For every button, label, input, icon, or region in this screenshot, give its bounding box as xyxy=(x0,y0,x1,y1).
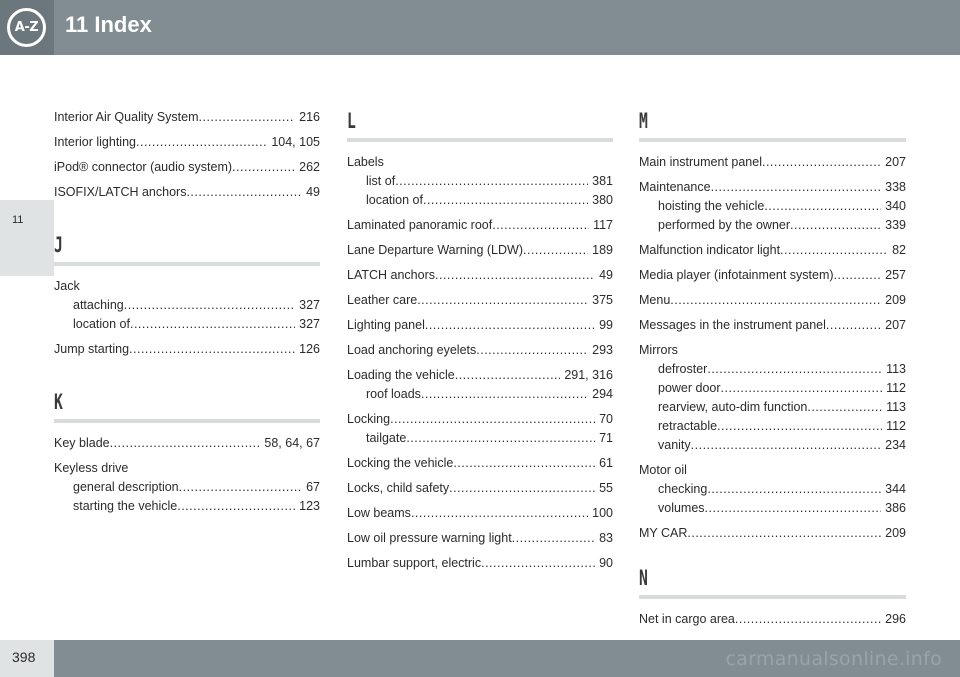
section-l xyxy=(347,108,613,573)
index-entry[interactable]: Maintenance ..... 338 xyxy=(639,178,906,197)
index-subentry[interactable]: tailgate ..... 71 xyxy=(347,429,613,448)
index-subentry[interactable]: general description ..... 67 xyxy=(54,478,320,497)
index-entry[interactable]: Low beams ..... 100 xyxy=(347,504,613,523)
index-entry[interactable]: Leather care ..... 375 xyxy=(347,291,613,310)
index-entry-head: Labels xyxy=(347,155,384,169)
index-entry[interactable]: Interior lighting ..... 104, 105 xyxy=(54,133,320,152)
section-m xyxy=(639,108,906,543)
section-j xyxy=(54,232,320,359)
index-subentry[interactable]: location of ..... 327 xyxy=(54,315,320,334)
index-column-2 xyxy=(347,108,613,579)
index-subentry[interactable]: power door ..... 112 xyxy=(639,379,906,398)
page-title: 11 Index xyxy=(65,12,152,37)
index-subentry[interactable]: retractable ..... 112 xyxy=(639,417,906,436)
section-k xyxy=(54,389,320,516)
section-letter: N xyxy=(639,566,648,590)
index-entry[interactable]: MY CAR ..... 209 xyxy=(639,524,906,543)
index-subentry[interactable]: vanity ..... 234 xyxy=(639,436,906,455)
header-bar xyxy=(0,0,960,55)
chapter-tab[interactable] xyxy=(0,198,54,276)
index-entry[interactable]: Lane Departure Warning (LDW) ..... 189 xyxy=(347,241,613,260)
index-subentry[interactable]: hoisting the vehicle ..... 340 xyxy=(639,197,906,216)
section-letter: M xyxy=(639,109,648,133)
index-subentry[interactable]: volumes ..... 386 xyxy=(639,499,906,518)
index-subentry[interactable]: defroster ..... 113 xyxy=(639,360,906,379)
index-subentry[interactable]: roof loads ..... 294 xyxy=(347,385,613,404)
index-entry[interactable]: Interior Air Quality System ..... 216 xyxy=(54,108,320,127)
index-entry[interactable]: Key blade ..... 58, 64, 67 xyxy=(54,434,320,453)
index-entry-head: Jack xyxy=(54,279,80,293)
index-entry[interactable]: Menu ..... 209 xyxy=(639,291,906,310)
a-z-index-icon xyxy=(7,8,46,47)
index-subentry[interactable]: starting the vehicle ..... 123 xyxy=(54,497,320,516)
index-entry[interactable]: iPod® connector (audio system) ..... 262 xyxy=(54,158,320,177)
index-entry[interactable]: Messages in the instrument panel ..... 207 xyxy=(639,316,906,335)
index-entry[interactable]: Lumbar support, electric ..... 90 xyxy=(347,554,613,573)
page-number: 398 xyxy=(12,649,36,665)
index-entry[interactable]: Low oil pressure warning light ..... 83 xyxy=(347,529,613,548)
index-entry-head: Mirrors xyxy=(639,343,678,357)
index-entry-head: Keyless drive xyxy=(54,461,129,475)
index-entry-head: Motor oil xyxy=(639,463,687,477)
chapter-tab-label: 11 xyxy=(12,214,24,226)
section-letter: L xyxy=(347,109,356,133)
index-entry[interactable]: Laminated panoramic roof ..... 117 xyxy=(347,216,613,235)
index-column-1 xyxy=(54,108,320,522)
footer-bar xyxy=(0,640,960,677)
section-divider xyxy=(347,138,613,142)
index-entry[interactable]: Jump starting ..... 126 xyxy=(54,340,320,359)
a-z-icon-text: A-Z xyxy=(14,20,39,35)
index-column-3 xyxy=(639,108,906,635)
section-letter: J xyxy=(54,233,63,257)
index-entry[interactable]: Locking ..... 70 xyxy=(347,410,613,429)
watermark: carmanualsonline.info xyxy=(725,648,942,670)
index-subentry[interactable]: rearview, auto-dim function ..... 113 xyxy=(639,398,906,417)
index-entry[interactable]: Net in cargo area ..... 296 xyxy=(639,610,906,629)
index-entry[interactable]: Media player (infotainment system) ..... 257 xyxy=(639,266,906,285)
page-number-box xyxy=(0,640,54,677)
section-n xyxy=(639,565,906,629)
index-entry[interactable]: Locking the vehicle ..... 61 xyxy=(347,454,613,473)
index-entry[interactable]: Loading the vehicle ..... 291, 316 xyxy=(347,366,613,385)
index-subentry[interactable]: location of ..... 380 xyxy=(347,191,613,210)
index-entry[interactable]: Lighting panel ..... 99 xyxy=(347,316,613,335)
index-subentry[interactable]: checking ..... 344 xyxy=(639,480,906,499)
index-tab xyxy=(0,0,54,55)
index-entry[interactable]: ISOFIX/LATCH anchors ..... 49 xyxy=(54,183,320,202)
index-subentry[interactable]: performed by the owner ..... 339 xyxy=(639,216,906,235)
index-subentry[interactable]: attaching ..... 327 xyxy=(54,296,320,315)
section-divider xyxy=(54,419,320,423)
index-entry[interactable]: Load anchoring eyelets ..... 293 xyxy=(347,341,613,360)
index-entry[interactable]: Main instrument panel ..... 207 xyxy=(639,153,906,172)
section-letter: K xyxy=(54,390,63,414)
index-subentry[interactable]: list of ..... 381 xyxy=(347,172,613,191)
section-divider xyxy=(54,262,320,266)
index-entry[interactable]: LATCH anchors ..... 49 xyxy=(347,266,613,285)
index-entry[interactable]: Locks, child safety ..... 55 xyxy=(347,479,613,498)
index-entry[interactable]: Malfunction indicator light ..... 82 xyxy=(639,241,906,260)
section-divider xyxy=(639,595,906,599)
section-divider xyxy=(639,138,906,142)
